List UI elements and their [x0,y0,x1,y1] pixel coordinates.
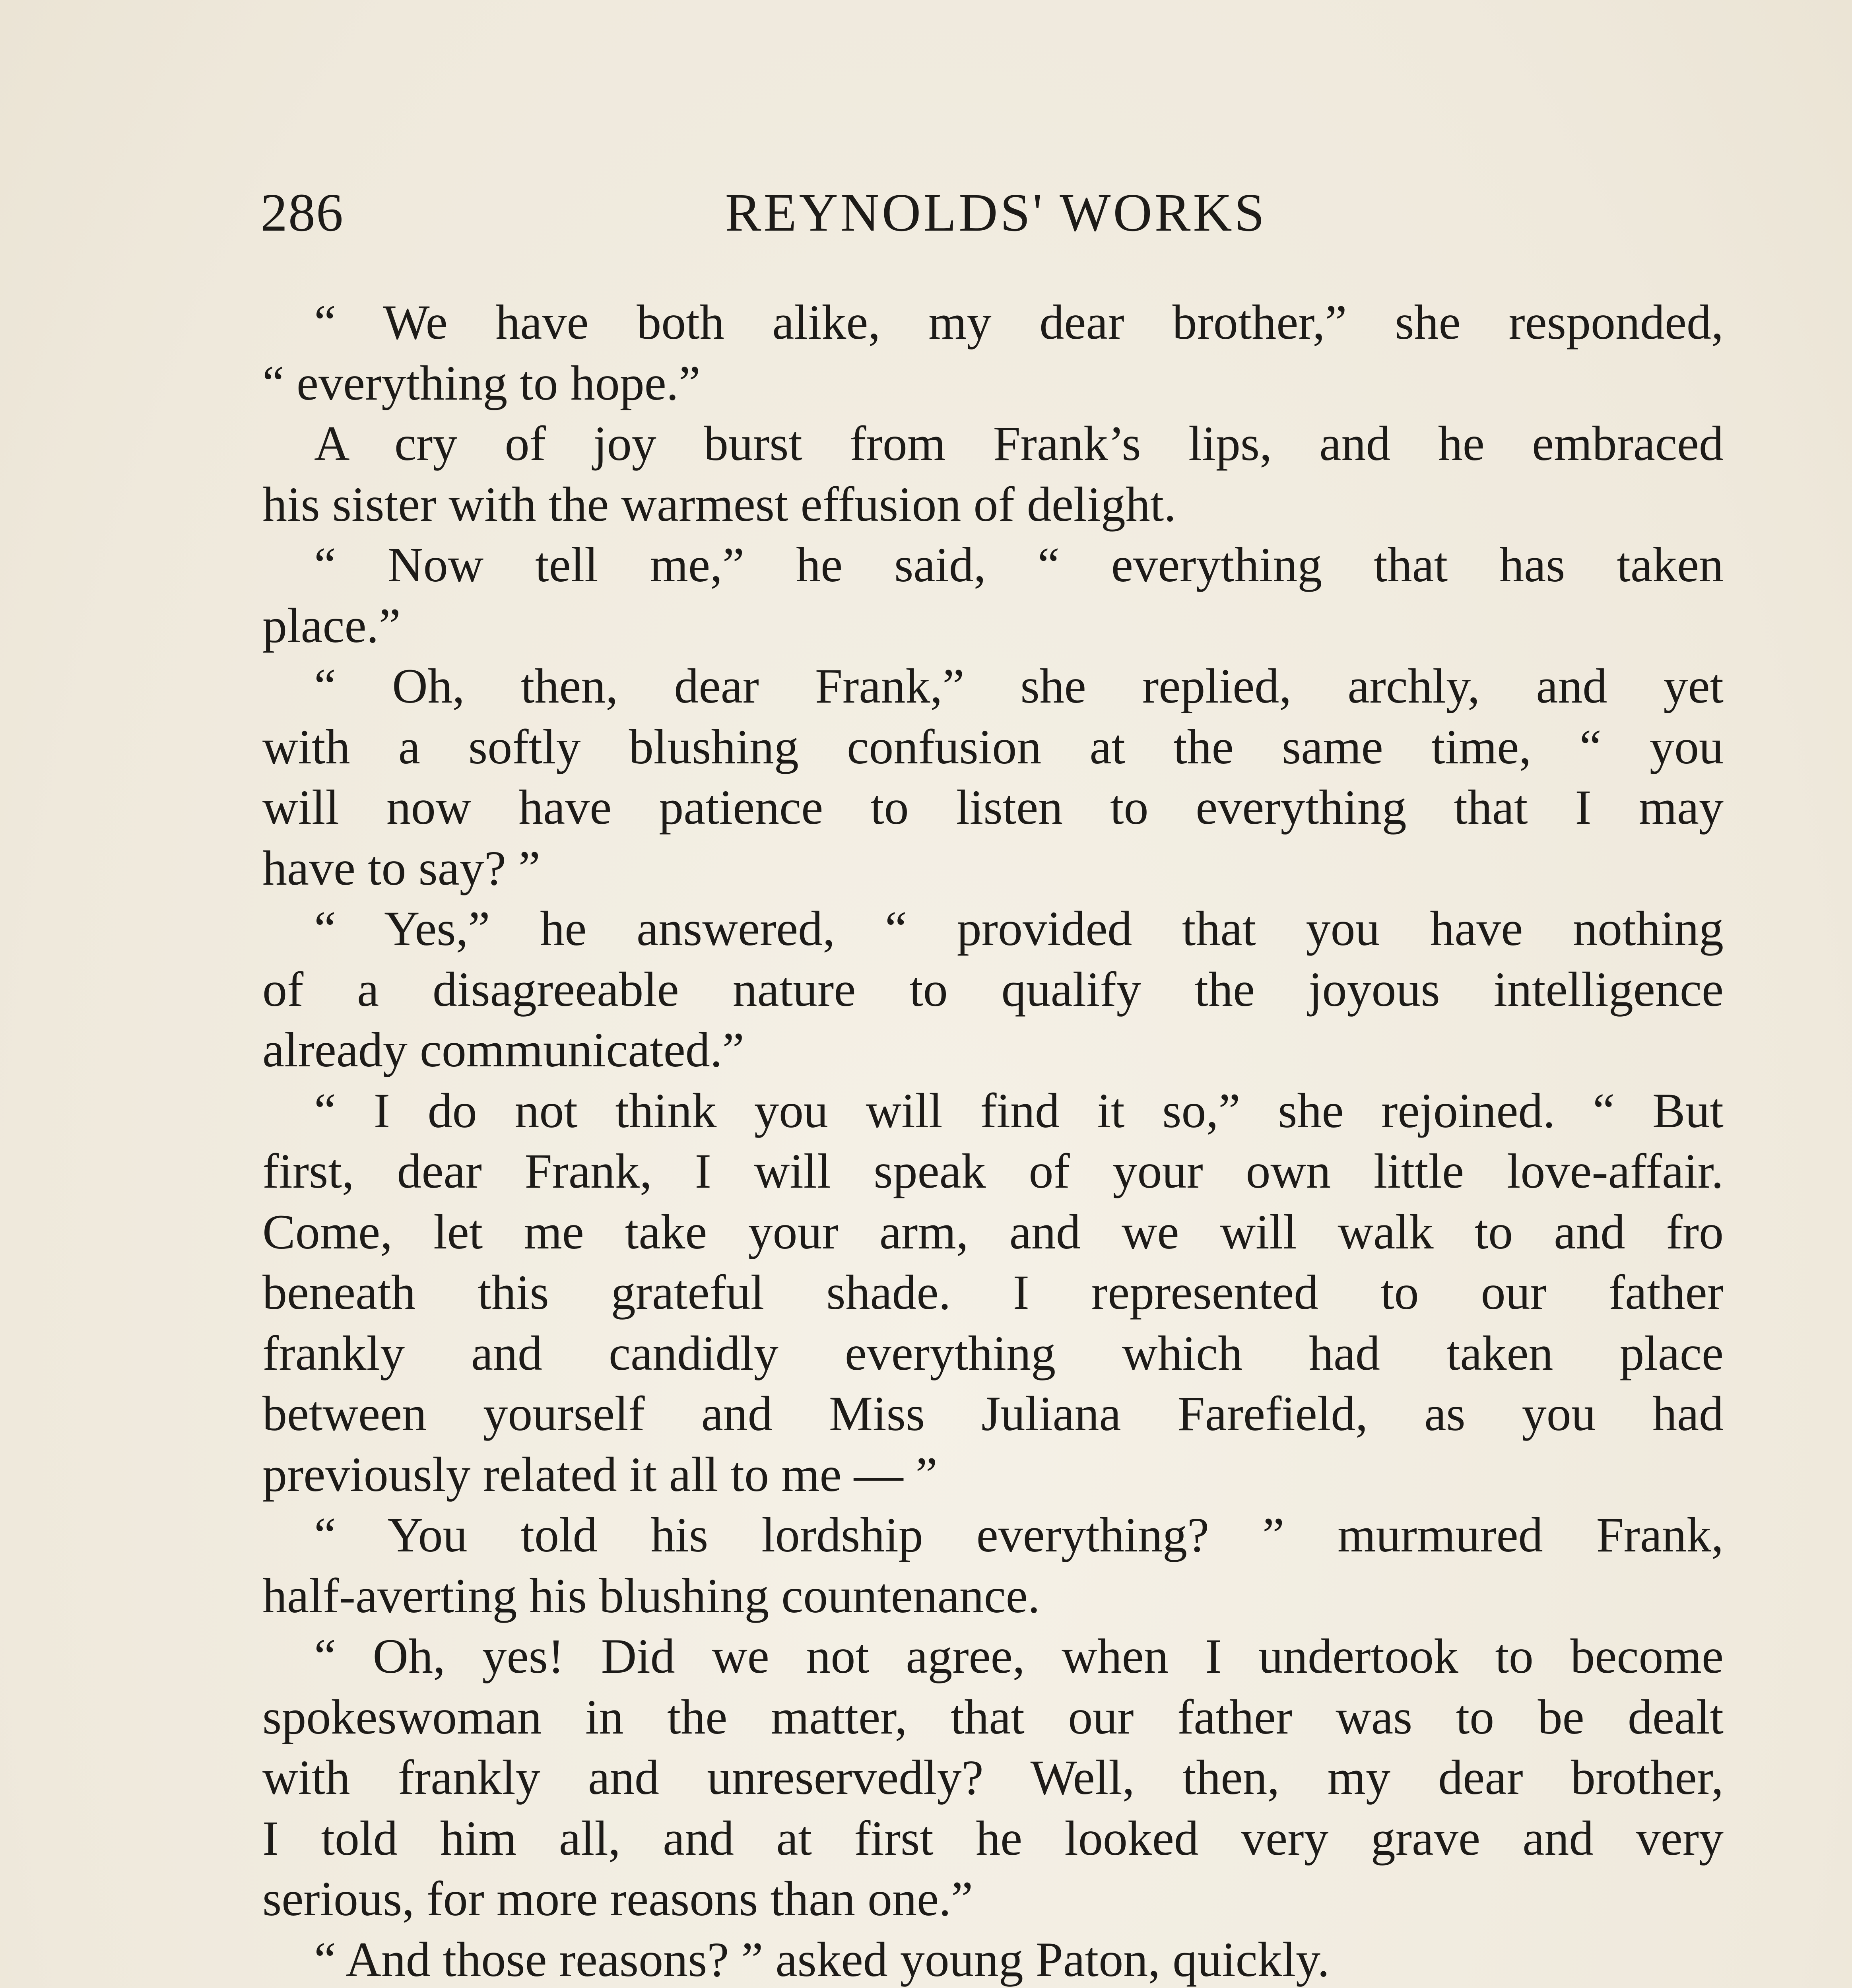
text-line: will now have patience to listen to everything that I may [262,780,1724,835]
text-line: “ Oh, then, dear Frank,” she replied, archly, and yet [314,659,1724,713]
text-line: of a disagreeable nature to qualify the joyous intelligence [262,962,1724,1017]
text-line: already communicated.” [262,1023,744,1077]
text-line: “ Now tell me,” he said, “ everything that has taken [314,538,1724,592]
text-line: with a softly blushing confusion at the same time, “ you [262,719,1724,774]
text-line: place.” [262,598,401,653]
text-line: frankly and candidly everything which had taken place [262,1326,1724,1380]
running-title: REYNOLDS' WORKS [725,183,1267,243]
text-line: previously related it all to me — ” [262,1447,938,1502]
text-line: “ Oh, yes! Did we not agree, when I undertook to become [314,1629,1724,1683]
text-line: Come, let me take your arm, and we will walk to and fro [262,1204,1724,1259]
text-line: “ You told his lordship everything? ” murmured Frank, [314,1508,1724,1562]
text-line: spokeswoman in the matter, that our father was to be dealt [262,1689,1724,1744]
text-line: serious, for more reasons than one.” [262,1872,973,1926]
text-line: beneath this grateful shade. I represented to our father [262,1265,1724,1320]
text-line: A cry of joy burst from Frank’s lips, and he embraced [314,416,1724,471]
page-number: 286 [260,183,344,243]
text-line: his sister with the warmest effusion of delight. [262,477,1176,532]
body-text [262,292,1724,1988]
text-line: “ everything to hope.” [262,355,701,410]
running-head [260,181,1724,245]
text-line: between yourself and Miss Juliana Farefield, as you had [262,1386,1724,1441]
text-line: half-averting his blushing countenance. [262,1568,1040,1623]
text-line: with frankly and unreservedly? Well, then, my dear brother, [262,1750,1724,1805]
text-line: “ I do not think you will find it so,” she rejoined. “ But [314,1083,1724,1138]
text-line: have to say? ” [262,841,540,895]
text-line: I told him all, and at first he looked very grave and very [262,1811,1724,1866]
text-line: “ And those reasons? ” asked young Paton, quickly. [314,1932,1330,1987]
text-line: “ Yes,” he answered, “ provided that you have nothing [314,901,1724,956]
text-line: “ We have both alike, my dear brother,” she responded, [314,295,1724,349]
text-line: first, dear Frank, I will speak of your own little love-affair. [262,1144,1724,1198]
